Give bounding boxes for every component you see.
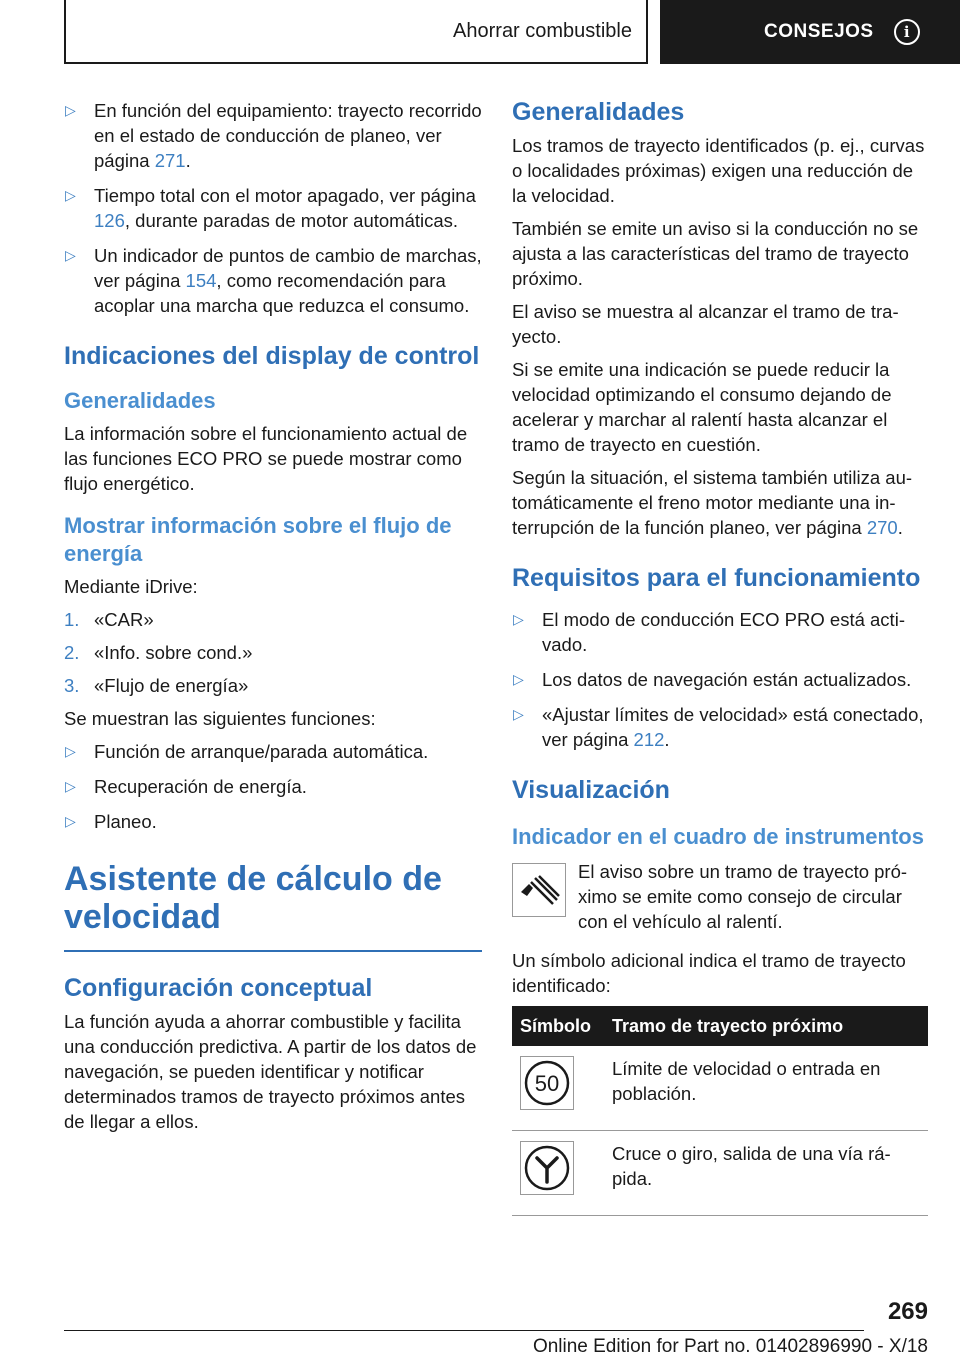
list-item: 2. «Info. sobre cond.» (64, 642, 253, 663)
table-cell: Cruce o giro, salida de una vía rápida. (604, 1131, 928, 1216)
list-item: ▷ En función del equipamiento: trayecto recorrido en el estado de conducción de planeo, ver página 271. (65, 100, 482, 171)
header-tab[interactable] (660, 0, 960, 64)
info-icon: i (894, 19, 920, 45)
list-item: 1. «CAR» (64, 609, 154, 630)
bullet-list-top (64, 98, 482, 318)
header-section-title (64, 0, 648, 64)
heading-mostrar: Mostrar información sobre el flujo de energía (64, 513, 452, 566)
page-link[interactable]: 154 (185, 270, 217, 291)
triangle-bullet-icon: ▷ (65, 247, 76, 263)
table-row (512, 1131, 928, 1216)
paragraph: La función ayuda a ahorrar combustible y facilita una conducción predictiva. A partir de los datos de navegación, se pueden identificar y notificar determinados tramos de trayecto próximos antes de llegar a ellos. (64, 1011, 477, 1132)
paragraph: También se emite un aviso si la conducción no se ajusta a las características del tramo de trayecto próximo. (512, 218, 919, 289)
list-item: ▷ El modo de conducción ECO PRO está activado. (513, 609, 905, 655)
steps-list (64, 607, 482, 698)
paragraph: Según la situación, el sistema también utiliza automáticamente el freno motor mediante una interrupción de la función planeo, ver página 270. (512, 467, 913, 538)
table-header: Tramo de trayecto próximo (604, 1006, 928, 1046)
table-row (512, 1046, 928, 1131)
list-item: ▷ Función de arranque/parada automática. (65, 741, 429, 762)
table-cell: Límite de velocidad o entrada en población. (604, 1046, 928, 1131)
section-title: Ahorrar combustible (453, 19, 632, 42)
heading-config: Configuración conceptual (64, 974, 373, 1002)
footer-divider (64, 1330, 864, 1331)
page-link[interactable]: 126 (94, 210, 125, 231)
triangle-bullet-icon: ▷ (65, 743, 76, 759)
list-item: 3. «Flujo de energía» (64, 675, 249, 696)
paragraph: Un símbolo adicional indica el tramo de trayecto identificado: (512, 950, 906, 996)
list-item: ▷ Recuperación de energía. (65, 776, 307, 797)
speed-limit-icon (520, 1056, 574, 1110)
paragraph: Mediante iDrive: (64, 576, 198, 597)
list-item: ▷ Tiempo total con el motor apagado, ver página 126, durante paradas de motor automáticas. (65, 185, 476, 231)
paragraph: La información sobre el funcionamiento actual de las funciones ECO PRO se puede mostrar como flujo energético. (64, 423, 468, 494)
heading-visual: Visualización (512, 776, 670, 804)
heading-display: Indicaciones del display de control (64, 342, 480, 370)
paragraph: El aviso se muestra al alcanzar el tramo de trayecto. (512, 301, 899, 347)
page-link[interactable]: 270 (866, 517, 898, 538)
triangle-bullet-icon: ▷ (513, 671, 524, 687)
figure-caption: El aviso sobre un tramo de trayecto próximo se emite como consejo de circular con el vehículo al ralentí. (578, 861, 908, 932)
triangle-bullet-icon: ▷ (65, 102, 76, 118)
heading-general: Generalidades (512, 98, 685, 126)
table-header: Símbolo (512, 1006, 604, 1046)
triangle-bullet-icon: ▷ (513, 611, 524, 627)
triangle-bullet-icon: ▷ (513, 706, 524, 722)
page-number: 269 (887, 1298, 928, 1325)
list-item: ▷ Los datos de navegación están actualizados. (513, 669, 912, 690)
page-link[interactable]: 271 (154, 150, 186, 171)
tab-consejos[interactable]: CONSEJOS (764, 21, 874, 42)
coasting-pedal-icon (512, 863, 566, 917)
heading-requisitos: Requisitos para el funcionamiento (512, 564, 921, 592)
requirements-list (512, 607, 930, 752)
junction-icon (520, 1141, 574, 1195)
triangle-bullet-icon: ▷ (65, 187, 76, 203)
heading-asistente: Asistente de cálculo de velocidad (64, 860, 482, 952)
coasting-figure (512, 859, 930, 934)
list-item: ▷ Planeo. (65, 811, 157, 832)
right-column (512, 98, 930, 1216)
heading-indicador: Indicador en el cuadro de instrumentos (512, 824, 924, 849)
paragraph: Se muestran las siguientes funciones: (64, 708, 376, 729)
table-header-row (512, 1006, 928, 1046)
svg-text:50: 50 (534, 1071, 560, 1096)
symbol-table (512, 1006, 928, 1216)
heading-general: Generalidades (64, 388, 216, 413)
triangle-bullet-icon: ▷ (65, 813, 76, 829)
footer-edition: Online Edition for Part no. 01402896990 - X/18 (532, 1336, 928, 1357)
paragraph: Si se emite una indicación se puede reducir la velocidad optimizando el consumo dejando de acelerar y marchar al ralentí hasta alcanzar el tramo de trayecto en cuestión. (512, 359, 892, 455)
left-column (64, 98, 482, 1142)
page-link[interactable]: 212 (633, 729, 665, 750)
paragraph: Los tramos de trayecto identificados (p. ej., curvas o localidades próximas) exigen una reducción de la velocidad. (512, 135, 925, 206)
bullet-list-functions (64, 739, 482, 834)
list-item: ▷ «Ajustar límites de velocidad» está conectado, ver página 212. (513, 704, 924, 750)
list-item: ▷ Un indicador de puntos de cambio de marchas, ver página 154, como recomendación para acoplar una marcha que reduzca el consumo. (65, 245, 482, 316)
triangle-bullet-icon: ▷ (65, 778, 76, 794)
